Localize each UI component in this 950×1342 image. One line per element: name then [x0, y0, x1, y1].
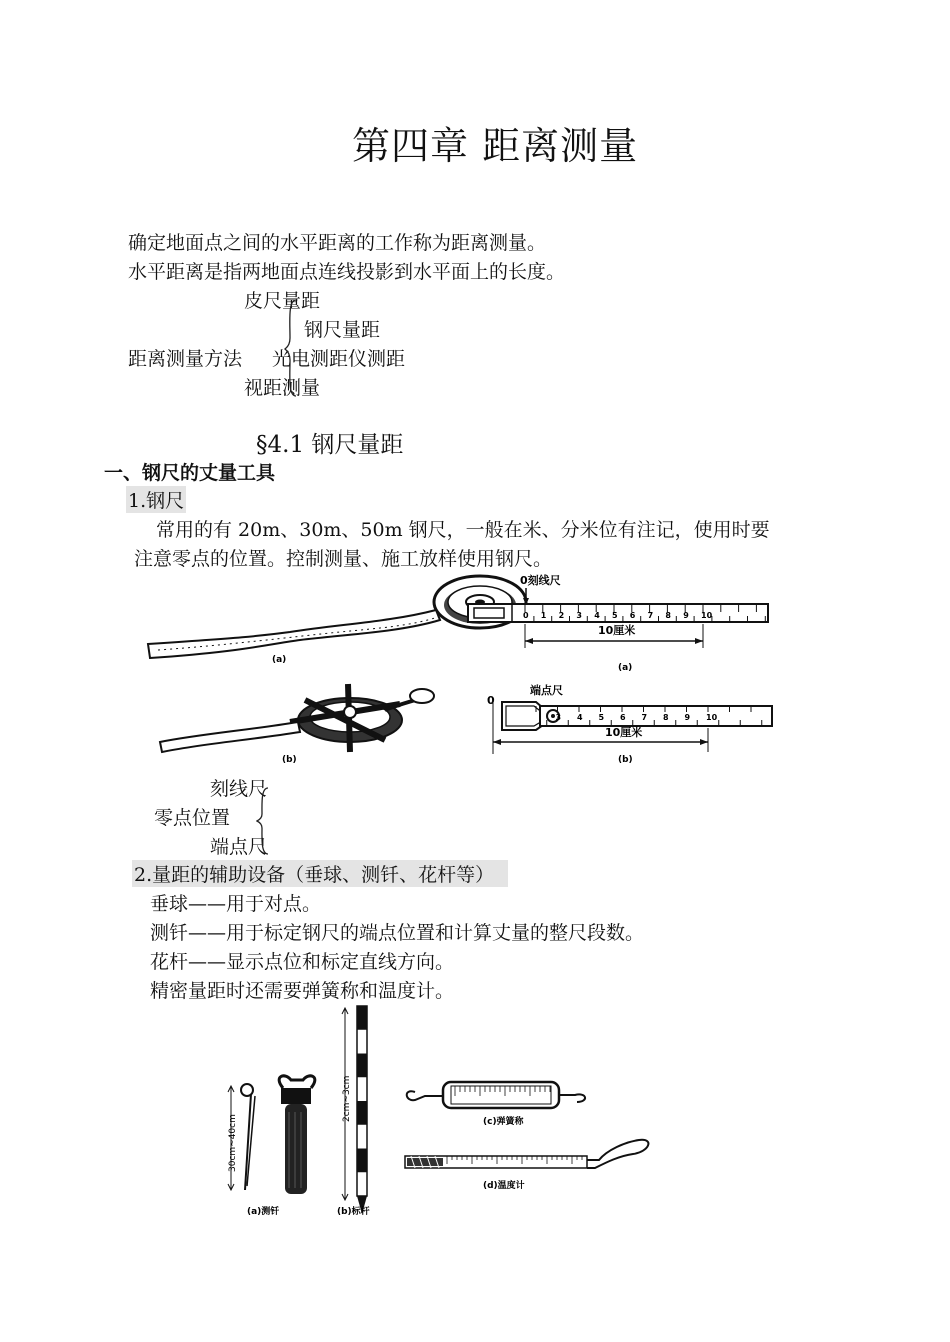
ruler-b-title: 端点尺	[530, 684, 563, 697]
item2-heading: 2.量距的辅助设备（垂球、测钎、花杆等）	[132, 860, 508, 887]
tape-reel-b-illustration	[160, 684, 434, 752]
ruler-a-tick-label: 2	[558, 611, 565, 620]
zero-item: 端点尺	[210, 836, 268, 858]
ruler-a-tick-label: 9	[683, 611, 689, 620]
ruler-b-tick-label: 5	[598, 713, 605, 722]
item2-line: 测钎——用于标定钢尺的端点位置和计算丈量的整尺段数。	[150, 922, 645, 944]
method-item: 钢尺量距	[304, 319, 381, 341]
fig2-caption-c: (c)弹簧称	[483, 1117, 524, 1127]
fig2-caption-d: (d)温度计	[483, 1181, 525, 1191]
item2-line: 垂球——用于对点。	[150, 893, 322, 915]
pin-dimension: 30cm~40cm	[228, 1114, 238, 1172]
ruler-a-tick-label: 4	[594, 611, 600, 620]
ruler-b-tick-label: 7	[641, 713, 648, 722]
ruler-b-tick-label: 9	[684, 713, 691, 722]
pole-band	[357, 1006, 367, 1030]
item2-line: 精密量距时还需要弹簧称和温度计。	[150, 980, 455, 1002]
ruler-a-tick-label: 8	[665, 611, 671, 620]
section-title: §4.1 钢尺量距	[256, 432, 404, 458]
chapter-title: 第四章 距离测量	[352, 124, 639, 168]
ruler-a-tick-label: 10	[701, 611, 713, 620]
pole-dimension: 2cm~3cm	[342, 1075, 352, 1122]
ruler-b-label: (b)	[618, 755, 633, 765]
item2-line: 花杆——显示点位和标定直线方向。	[150, 951, 455, 973]
fig1-label-b: (b)	[282, 755, 297, 765]
zero-position-label: 零点位置	[154, 807, 231, 829]
method-item: 光电测距仪测距	[272, 348, 406, 370]
ruler-b-tick-label: 8	[663, 713, 669, 722]
pole-band	[357, 1101, 367, 1125]
fig1-label-a: (a)	[272, 655, 287, 665]
zero-item: 刻线尺	[210, 778, 268, 800]
ruler-a-tick-label: 3	[576, 611, 582, 620]
ruler-a-span-label: 10厘米	[598, 624, 636, 637]
equipment-figure	[215, 1002, 665, 1227]
ruler-b-tick-label: 6	[620, 713, 626, 722]
item1-text-line2: 注意零点的位置。控制测量、施工放样使用钢尺。	[134, 548, 553, 570]
zero-position-brace	[256, 786, 272, 856]
ruler-a-tick-label: 7	[647, 611, 654, 620]
ruler-a-tick-label: 0	[523, 611, 529, 620]
ruler-b-zero: 0	[487, 694, 495, 707]
end-ruler-b	[487, 683, 772, 765]
ruler-b-tick-label: 4	[577, 713, 583, 722]
methods-brace	[284, 298, 300, 398]
method-item: 视距测量	[244, 377, 321, 399]
ruler-b-span-label: 10厘米	[605, 726, 643, 739]
intro-line-1: 确定地面点之间的水平距离的工作称为距离测量。	[128, 232, 547, 254]
fig2-caption-a: (a)测钎	[247, 1207, 280, 1217]
thermometer-illustration	[405, 1140, 648, 1191]
ruler-a-tick-label: 6	[629, 611, 636, 620]
item1-text-line1: 常用的有 20m、30m、50m 钢尺，一般在米、分米位有注记，使用时要	[156, 519, 770, 541]
pole-band	[357, 1054, 367, 1078]
method-item: 皮尺量距	[244, 290, 321, 312]
intro-line-2: 水平距离是指两地面点连线投影到水平面上的长度。	[128, 261, 566, 283]
ruler-a-label: (a)	[618, 663, 633, 673]
steel-tape-figure	[140, 572, 800, 772]
spring-balance-illustration	[407, 1082, 585, 1127]
ruler-b-tick-label: 3	[555, 713, 562, 722]
ruler-a-tick-label: 1	[540, 611, 547, 620]
ruler-a-tick-label: 5	[612, 611, 618, 620]
item1-heading: 1.钢尺	[126, 486, 186, 513]
survey-pin-illustration	[228, 1076, 315, 1217]
methods-label: 距离测量方法	[128, 348, 243, 370]
fig2-caption-b: (b)标杆	[337, 1207, 370, 1217]
ranging-pole-illustration	[337, 1006, 370, 1217]
ruler-a-title: 0刻线尺	[520, 574, 561, 587]
subsection-title: 一、钢尺的丈量工具	[104, 462, 276, 484]
ruler-b-tick-label: 10	[706, 713, 718, 722]
pole-band	[357, 1149, 367, 1173]
